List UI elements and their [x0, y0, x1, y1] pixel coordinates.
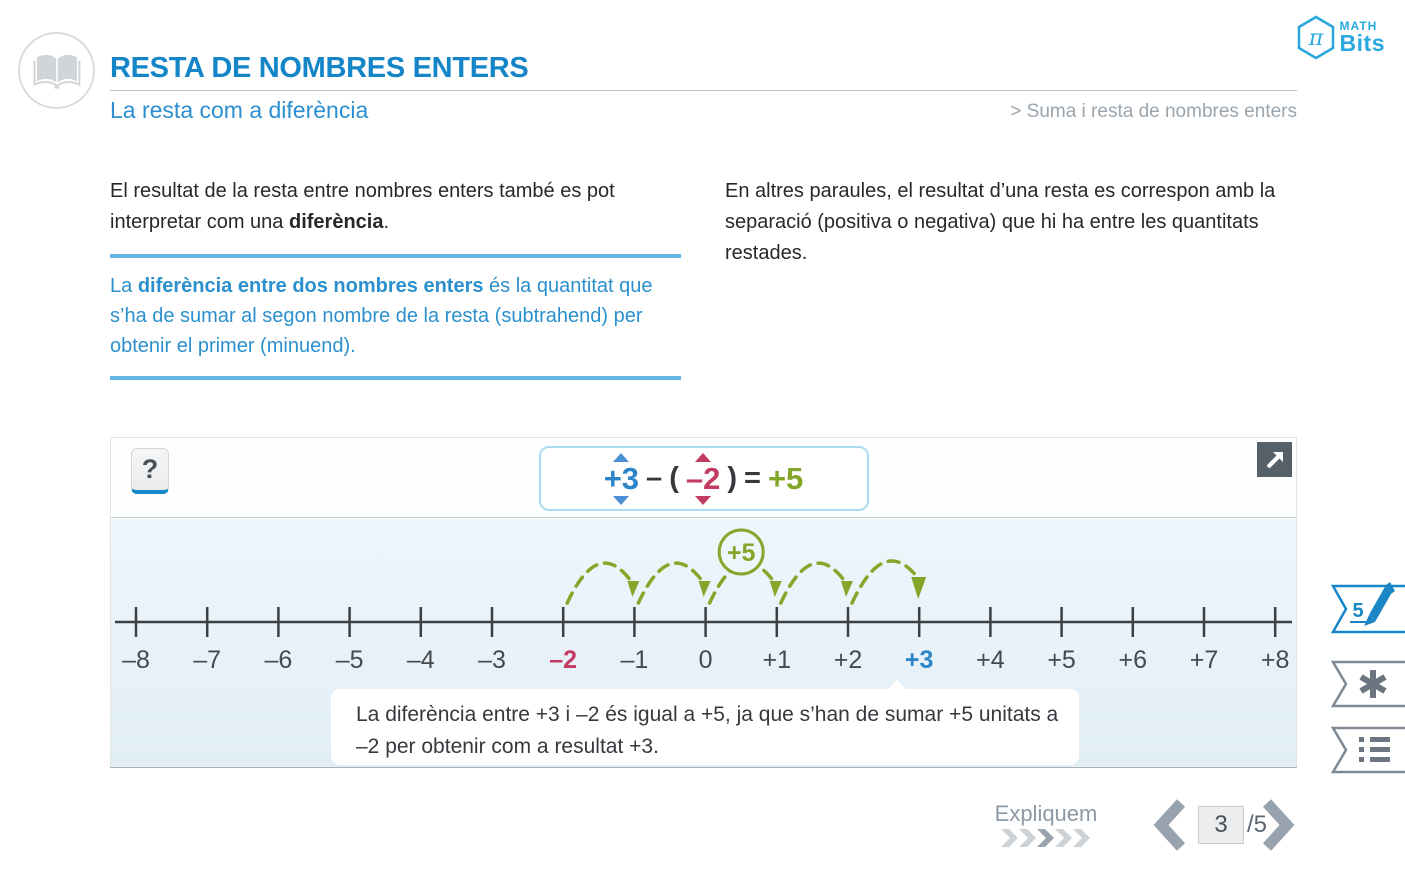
number-line-label: –4	[406, 646, 435, 674]
arc-arrowhead-icon	[699, 581, 711, 597]
arc-arrowhead-icon	[911, 577, 926, 599]
jump-arc	[567, 563, 632, 603]
number-line-label: –1	[620, 646, 649, 674]
page-title: RESTA DE NOMBRES ENTERS	[110, 52, 529, 84]
jump-arc	[852, 561, 917, 603]
number-line-label: +3	[904, 646, 934, 674]
arc-arrowhead-icon	[627, 581, 639, 597]
number-line-widget	[110, 437, 1297, 768]
fullscreen-button[interactable]	[1257, 442, 1292, 477]
number-line-label: –6	[264, 646, 293, 674]
minuend-stepper	[604, 453, 639, 505]
formula-box	[539, 446, 869, 511]
page-total: /5	[1247, 811, 1268, 838]
exercise-count: 5	[1352, 600, 1364, 622]
number-line-label: +4	[976, 646, 1005, 674]
number-line-label: +2	[833, 646, 863, 674]
intro-paragraph-left: El resultat de la resta entre nombres enters també es pot interpretar com una diferència.	[110, 180, 615, 233]
expand-arrow-icon	[1264, 449, 1286, 471]
chevron-left-icon	[1152, 799, 1186, 851]
jump-total-label: +5	[726, 539, 756, 567]
widget-toolbar	[111, 438, 1296, 518]
progress-chevron-icon	[1073, 829, 1090, 847]
tab-exercises[interactable]	[1330, 572, 1405, 634]
caption-text: La diferència entre +3 i –2 és igual a +5, ja que s’han de sumar +5 unitats a –2 per obtenir com a resultat +3.	[356, 703, 1059, 758]
progress-chevron-icon	[1019, 829, 1036, 847]
caption-box	[331, 689, 1079, 765]
jump-arc	[781, 563, 846, 603]
number-line-label: +7	[1189, 646, 1219, 674]
pi-hexagon-icon	[1296, 15, 1336, 60]
page-subtitle: La resta com a diferència	[110, 97, 369, 123]
section-progress	[1001, 828, 1093, 848]
arc-arrowhead-icon	[770, 581, 782, 597]
number-line-label: –7	[193, 646, 222, 674]
number-line-label: –2	[549, 646, 578, 674]
subtrahend-stepper	[686, 453, 720, 505]
tab-glossary[interactable]	[1330, 660, 1405, 708]
jump-arc	[638, 563, 703, 603]
section-label: Expliquem	[994, 801, 1098, 826]
number-line-label: 0	[698, 646, 713, 674]
minus-operator: –	[646, 462, 663, 494]
result-value: +5	[767, 460, 804, 496]
mathbits-logo	[1296, 15, 1385, 60]
next-page-button[interactable]	[1262, 799, 1296, 856]
chevron-right-icon	[1262, 799, 1296, 851]
number-line-label: –3	[478, 646, 506, 674]
number-line-label: +1	[762, 646, 792, 674]
help-button[interactable]: ?	[131, 448, 169, 494]
number-line-label: –8	[122, 646, 150, 674]
intro-paragraph-right: En altres paraules, el resultat d’una resta es correspon amb la separació (positiva o negativa) que hi ha entre les quantitats restades.	[725, 180, 1276, 264]
left-paren: (	[669, 462, 679, 494]
tab-index[interactable]	[1330, 726, 1405, 774]
progress-chevron-icon	[1001, 829, 1018, 847]
minuend-decrease-icon[interactable]	[613, 496, 629, 505]
progress-chevron-icon	[1055, 829, 1072, 847]
brand-bits: Bits	[1339, 30, 1385, 56]
number-line-label: +8	[1260, 646, 1290, 674]
number-line-canvas	[111, 519, 1296, 767]
number-line-label: +5	[1047, 646, 1076, 674]
subtrahend-decrease-icon[interactable]	[695, 496, 711, 505]
right-paren: )	[727, 462, 738, 494]
svg-text:π: π	[1308, 26, 1323, 51]
title-divider	[110, 90, 1297, 91]
equals-sign: =	[744, 462, 761, 494]
caption-tail	[887, 680, 907, 690]
list-icon	[1359, 737, 1390, 762]
definition-callout: La diferència entre dos nombres enters és la quantitat que s’ha de sumar al segon nombre de la resta (subtrahend) per obtenir el primer (minuend).	[110, 254, 681, 380]
prev-page-button[interactable]	[1152, 799, 1186, 856]
subtrahend-value[interactable]: –2	[685, 460, 721, 496]
breadcrumb[interactable]: > Suma i resta de nombres enters	[1010, 101, 1297, 122]
page-number-input[interactable]: 3	[1198, 806, 1244, 844]
minuend-value[interactable]: +3	[603, 460, 640, 496]
arc-arrowhead-icon	[841, 581, 853, 597]
progress-chevron-icon	[1037, 829, 1054, 847]
brand-math: MATH	[1339, 19, 1378, 33]
book-icon	[18, 32, 95, 109]
number-line-label: +6	[1118, 646, 1148, 674]
number-line-label: –5	[335, 646, 364, 674]
